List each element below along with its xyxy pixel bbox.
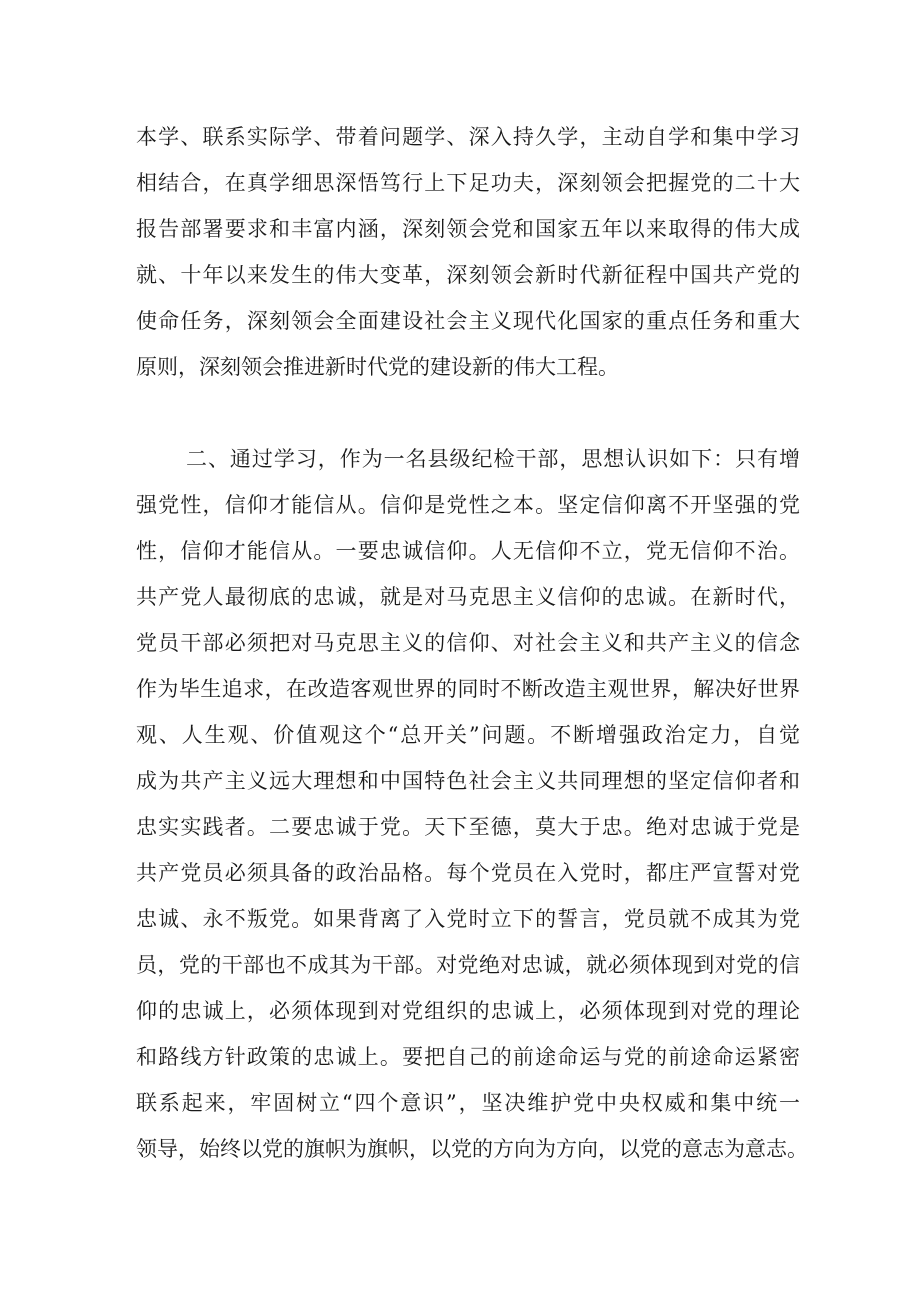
- paragraph-line: 共产党人最彻底的忠诚，就是对马克思主义信仰的忠诚。在新时代，: [136, 585, 800, 609]
- paragraph-line: 共产党员必须具备的政治品格。每个党员在入党时，都庄严宣誓对党: [136, 861, 800, 885]
- paragraph-line: 成为共产主义远大理想和中国特色社会主义共同理想的坚定信仰者和: [136, 769, 800, 793]
- paragraph-line: 强党性，信仰才能信从。信仰是党性之本。坚定信仰离不开坚强的党: [136, 493, 800, 517]
- paragraph-2: [136, 436, 808, 1172]
- paragraph-line: 观、人生观、价值观这个“总开关”问题。不断增强政治定力，自觉: [136, 723, 800, 747]
- paragraph-line: 原则，深刻领会推进新时代党的建设新的伟大工程。: [136, 355, 619, 379]
- paragraph-1: [136, 114, 800, 390]
- paragraph-line: 员，党的干部也不成其为干部。对党绝对忠诚，就必须体现到对党的信: [136, 953, 800, 977]
- paragraph-line: 联系起来，牢固树立“四个意识”，坚决维护党中央权威和集中统一: [136, 1091, 800, 1115]
- paragraph-line: 性，信仰才能信从。一要忠诚信仰。人无信仰不立，党无信仰不治。: [136, 539, 800, 563]
- paragraph-line: 相结合，在真学细思深悟笃行上下足功夫，深刻领会把握党的二十大: [136, 171, 800, 195]
- paragraph-line: 报告部署要求和丰富内涵，深刻领会党和国家五年以来取得的伟大成: [136, 217, 800, 241]
- paragraph-line: 党员干部必须把对马克思主义的信仰、对社会主义和共产主义的信念: [136, 631, 800, 655]
- paragraph-line: 领导，始终以党的旗帜为旗帜，以党的方向为方向，以党的意志为意志。: [136, 1137, 808, 1161]
- paragraph-line: 作为毕生追求，在改造客观世界的同时不断改造主观世界，解决好世界: [136, 677, 800, 701]
- paragraph-line: 仰的忠诚上，必须体现到对党组织的忠诚上，必须体现到对党的理论: [136, 999, 800, 1023]
- paragraph-line: 本学、联系实际学、带着问题学、深入持久学，主动自学和集中学习: [136, 125, 800, 149]
- paragraph-line: 二、通过学习，作为一名县级纪检干部，思想认识如下：只有增: [186, 447, 800, 471]
- paragraph-line: 就、十年以来发生的伟大变革，深刻领会新时代新征程中国共产党的: [136, 263, 800, 287]
- paragraph-line: 忠诚、永不叛党。如果背离了入党时立下的誓言，党员就不成其为党: [136, 907, 800, 931]
- paragraph-line: 和路线方针政策的忠诚上。要把自己的前途命运与党的前途命运紧密: [136, 1045, 800, 1069]
- paragraph-line: 使命任务，深刻领会全面建设社会主义现代化国家的重点任务和重大: [136, 309, 800, 333]
- paragraph-line: 忠实实践者。二要忠诚于党。天下至德，莫大于忠。绝对忠诚于党是: [136, 815, 800, 839]
